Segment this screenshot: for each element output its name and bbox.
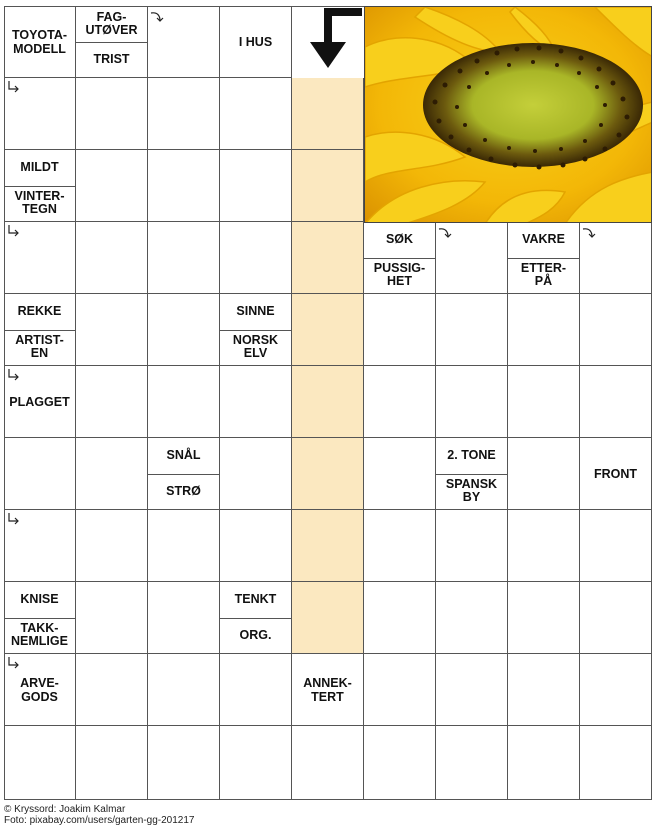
clue-front: FRONT <box>580 438 652 510</box>
solution-cell[interactable] <box>292 438 364 510</box>
answer-cell[interactable] <box>580 654 652 726</box>
down-right-arrow-icon <box>6 224 22 238</box>
answer-cell[interactable] <box>148 222 220 294</box>
clue-sok-pussighet <box>364 222 436 294</box>
answer-cell[interactable] <box>148 294 220 366</box>
solution-cell[interactable] <box>292 582 364 654</box>
answer-cell[interactable] <box>148 582 220 654</box>
clue-bottom-text: SPANSK BY <box>445 477 498 505</box>
solution-cell[interactable] <box>292 150 364 222</box>
down-right-arrow-icon <box>6 656 22 670</box>
answer-cell[interactable] <box>580 582 652 654</box>
answer-cell[interactable] <box>580 366 652 438</box>
clue-bottom-text: ARTIST- EN <box>15 333 64 361</box>
clue-snal-stro <box>148 438 220 510</box>
answer-cell[interactable] <box>148 726 220 800</box>
clue-plagget: PLAGGET <box>4 366 76 438</box>
answer-cell[interactable] <box>4 438 76 510</box>
clue-2-tone-spansk-by <box>436 438 508 510</box>
answer-cell[interactable] <box>508 438 580 510</box>
clue-knise-takknemlige <box>4 582 76 654</box>
answer-cell[interactable] <box>76 654 148 726</box>
answer-cell[interactable] <box>76 726 148 800</box>
answer-cell[interactable] <box>148 78 220 150</box>
answer-cell[interactable] <box>76 582 148 654</box>
answer-cell[interactable] <box>148 654 220 726</box>
answer-cell[interactable] <box>220 654 292 726</box>
answer-cell[interactable] <box>220 510 292 582</box>
photo-credit: Foto: pixabay.com/users/garten-gg-201217 <box>4 815 195 826</box>
answer-cell[interactable] <box>76 510 148 582</box>
answer-cell[interactable] <box>76 150 148 222</box>
answer-cell[interactable] <box>292 726 364 800</box>
answer-cell[interactable] <box>148 510 220 582</box>
clue-top-text: VAKRE <box>508 222 579 259</box>
clue-vakre-etterpa <box>508 222 580 294</box>
arrow-cell <box>292 6 364 78</box>
clue-bottom-text: STRØ <box>166 483 201 498</box>
clue-i-hus: I HUS <box>220 6 292 78</box>
answer-cell[interactable] <box>364 438 436 510</box>
clue-top-text: SØK <box>364 222 435 259</box>
clue-arve-gods: ARVE- GODS <box>4 654 76 726</box>
answer-cell[interactable] <box>220 726 292 800</box>
down-right-arrow-icon <box>6 80 22 94</box>
answer-cell[interactable] <box>364 510 436 582</box>
clue-top-text: SINNE <box>220 294 291 331</box>
answer-cell[interactable] <box>220 366 292 438</box>
answer-cell[interactable] <box>148 366 220 438</box>
down-right-arrow-icon <box>6 512 22 526</box>
clue-annektert: ANNEK- TERT <box>292 654 364 726</box>
clue-bottom-text: NORSK ELV <box>232 333 279 361</box>
answer-cell[interactable] <box>364 582 436 654</box>
clue-top-text: FAG- UTØVER <box>76 6 147 43</box>
down-arrow-icon <box>292 6 364 78</box>
answer-cell[interactable] <box>436 726 508 800</box>
answer-cell[interactable] <box>4 726 76 800</box>
solution-cell[interactable] <box>292 366 364 438</box>
answer-cell[interactable] <box>508 726 580 800</box>
right-down-arrow-icon <box>582 226 598 240</box>
clue-top-text: MILDT <box>4 150 75 187</box>
answer-cell[interactable] <box>220 150 292 222</box>
sunflower-icon <box>365 7 652 223</box>
answer-cell[interactable] <box>436 294 508 366</box>
answer-cell[interactable] <box>508 510 580 582</box>
clue-toyota-modell: TOYOTA- MODELL <box>4 6 76 78</box>
right-down-arrow-icon <box>438 226 454 240</box>
answer-cell[interactable] <box>76 438 148 510</box>
clue-sinne-norsk-elv <box>220 294 292 366</box>
answer-cell[interactable] <box>76 222 148 294</box>
clue-top-text: SNÅL <box>148 438 219 475</box>
answer-cell[interactable] <box>364 366 436 438</box>
answer-cell[interactable] <box>220 222 292 294</box>
sunflower-image <box>364 6 652 223</box>
answer-cell[interactable] <box>220 438 292 510</box>
down-right-arrow-icon <box>6 368 22 382</box>
answer-cell[interactable] <box>76 78 148 150</box>
answer-cell[interactable] <box>508 294 580 366</box>
answer-cell[interactable] <box>364 654 436 726</box>
clue-top-text: TENKT <box>220 582 291 619</box>
answer-cell[interactable] <box>76 294 148 366</box>
clue-top-text: KNISE <box>4 582 75 619</box>
crossword-credit: © Kryssord: Joakim Kalmar <box>4 804 126 815</box>
answer-cell[interactable] <box>364 726 436 800</box>
answer-cell[interactable] <box>364 294 436 366</box>
right-down-arrow-icon <box>150 10 166 24</box>
solution-cell[interactable] <box>292 222 364 294</box>
answer-cell[interactable] <box>508 366 580 438</box>
answer-cell[interactable] <box>580 726 652 800</box>
clue-bottom-text: ETTER- PÅ <box>520 261 567 289</box>
clue-mildt-vintertegn <box>4 150 76 222</box>
clue-bottom-text: ORG. <box>239 627 272 642</box>
clue-top-text: REKKE <box>4 294 75 331</box>
clue-top-text: 2. TONE <box>436 438 507 475</box>
answer-cell[interactable] <box>148 150 220 222</box>
answer-cell[interactable] <box>508 582 580 654</box>
answer-cell[interactable] <box>436 582 508 654</box>
clue-bottom-text: TAKK- NEMLIGE <box>11 621 68 649</box>
clue-bottom-text: VINTER- TEGN <box>14 189 65 217</box>
answer-cell[interactable] <box>76 366 148 438</box>
clue-fag-utover-trist <box>76 6 148 78</box>
clue-bottom-text: TRIST <box>93 51 130 66</box>
clue-bottom-text: PUSSIG- HET <box>373 261 426 289</box>
clue-tenkt-org <box>220 582 292 654</box>
answer-cell[interactable] <box>436 366 508 438</box>
answer-cell[interactable] <box>436 654 508 726</box>
answer-cell[interactable] <box>580 294 652 366</box>
solution-cell[interactable] <box>292 510 364 582</box>
answer-cell[interactable] <box>508 654 580 726</box>
solution-cell[interactable] <box>292 78 364 150</box>
answer-cell[interactable] <box>580 510 652 582</box>
solution-cell[interactable] <box>292 294 364 366</box>
answer-cell[interactable] <box>436 510 508 582</box>
answer-cell[interactable] <box>220 78 292 150</box>
clue-rekke-artisten <box>4 294 76 366</box>
